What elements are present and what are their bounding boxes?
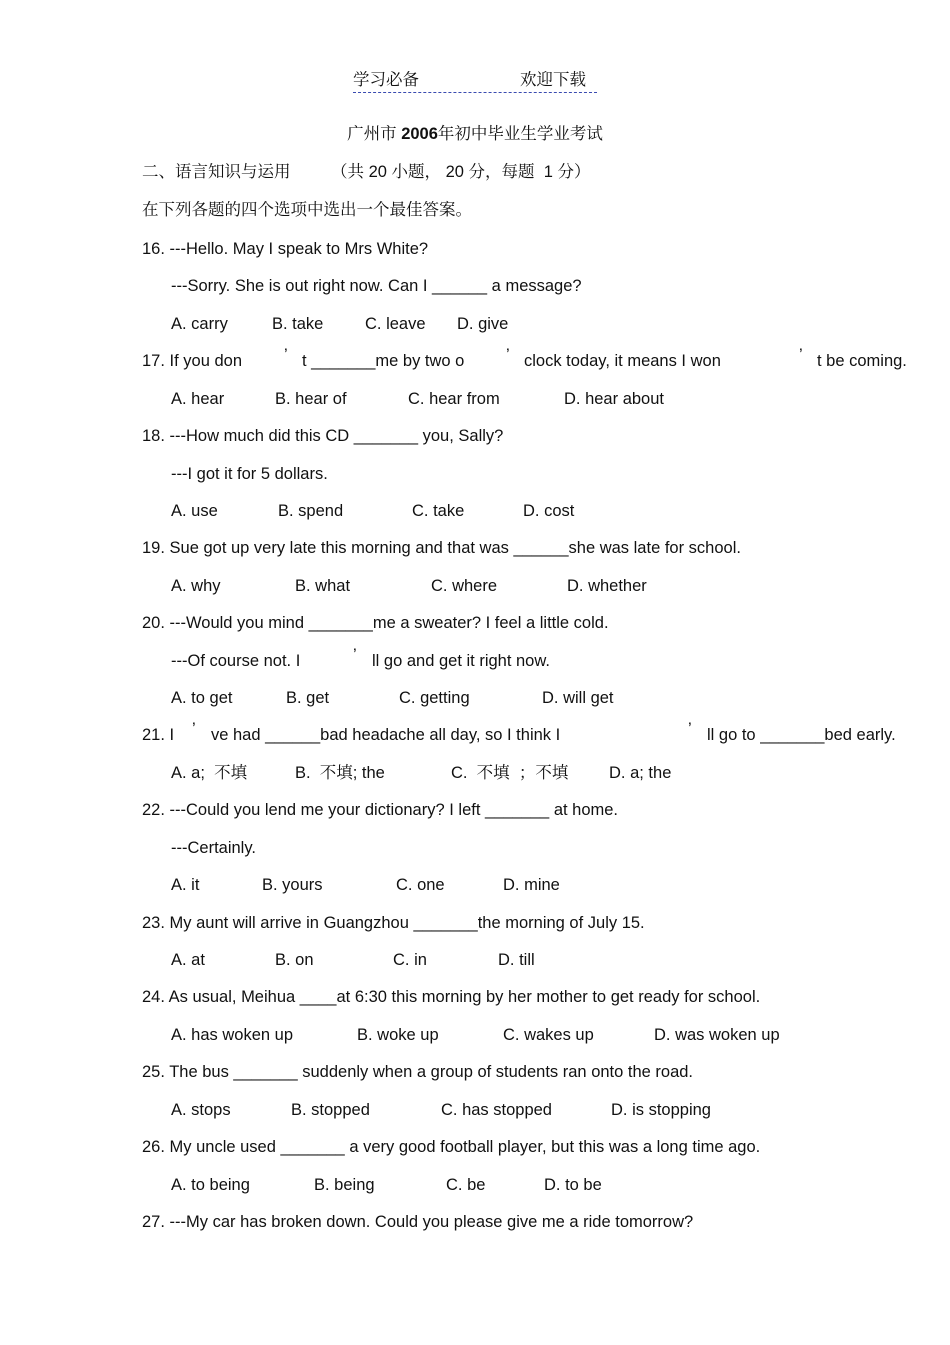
question-16-line-2: ---Sorry. She is out right now. Can I ______ a message? — [171, 277, 582, 295]
option-c: C. take — [412, 502, 465, 520]
option-b: B. what — [295, 577, 351, 595]
option-b: B. on — [275, 951, 314, 969]
header-right-text: 欢迎下载 — [520, 71, 586, 89]
option-a: A. a; 不填 — [171, 764, 248, 782]
option-a: A. to being — [171, 1176, 250, 1194]
option-d: D. a; the — [609, 764, 672, 782]
option-a: A. why — [171, 577, 221, 595]
title-year: 2006 — [401, 125, 438, 143]
question-22-line-2: ---Certainly. — [171, 839, 256, 857]
option-b: B. yours — [262, 876, 323, 894]
question-16-stem: 16. ---Hello. May I speak to Mrs White? — [142, 240, 429, 258]
title-city: 广州市 — [347, 125, 402, 143]
option-c: C. be — [446, 1176, 486, 1194]
option-b: B. 不填; the — [295, 764, 385, 782]
option-a: A. has woken up — [171, 1026, 293, 1044]
header-left-text: 学习必备 — [353, 71, 419, 89]
option-d: D. will get — [542, 689, 614, 707]
option-a: A. at — [171, 951, 205, 969]
question-18-stem: 18. ---How much did this CD _______ you, Sally? — [142, 427, 504, 445]
q20-apostrophe: ’ — [353, 646, 357, 664]
option-c: C. hear from — [408, 390, 500, 408]
q21-part-3: ll go to _______bed early. — [707, 726, 896, 744]
option-a: A. hear — [171, 390, 225, 408]
q17-apostrophe-2: ’ — [506, 346, 510, 364]
question-20-stem: 20. ---Would you mind _______me a sweater? I feel a little cold. — [142, 614, 609, 632]
question-27-stem: 27. ---My car has broken down. Could you please give me a ride tomorrow? — [142, 1213, 694, 1231]
option-c: C. getting — [399, 689, 470, 707]
option-c: C. has stopped — [441, 1101, 552, 1119]
option-b: B. woke up — [357, 1026, 439, 1044]
question-23-stem: 23. My aunt will arrive in Guangzhou _______the morning of July 15. — [142, 914, 645, 932]
q17-apostrophe-1: ’ — [284, 346, 288, 364]
option-d: D. hear about — [564, 390, 664, 408]
q17-apostrophe-3: ’ — [799, 346, 803, 364]
option-c: C. one — [396, 876, 445, 894]
question-18-line-2: ---I got it for 5 dollars. — [171, 465, 328, 483]
option-a: A. it — [171, 876, 200, 894]
q17-part-1: 17. If you don — [142, 352, 242, 370]
q17-part-4: t be coming. — [817, 352, 907, 370]
option-d: D. whether — [567, 577, 647, 595]
option-d: D. till — [498, 951, 535, 969]
option-a: A. use — [171, 502, 218, 520]
section-instruction: 在下列各题的四个选项中选出一个最佳答案。 — [142, 201, 472, 219]
option-b: B. spend — [278, 502, 344, 520]
option-d: D. is stopping — [611, 1101, 711, 1119]
q21-part-1: 21. I — [142, 726, 175, 744]
option-a: A. carry — [171, 315, 228, 333]
question-19-stem: 19. Sue got up very late this morning and that was ______she was late for school. — [142, 539, 741, 557]
option-d: D. to be — [544, 1176, 602, 1194]
question-24-stem: 24. As usual, Meihua ____at 6:30 this morning by her mother to get ready for school. — [142, 988, 761, 1006]
q21-part-2: ve had ______bad headache all day, so I think I — [211, 726, 561, 744]
option-a: A. to get — [171, 689, 233, 707]
question-22-stem: 22. ---Could you lend me your dictionary? I left _______ at home. — [142, 801, 619, 819]
option-b: B. being — [314, 1176, 375, 1194]
q21-apostrophe-2: ’ — [688, 720, 692, 738]
option-b: B. stopped — [291, 1101, 370, 1119]
q17-part-2: t _______me by two o — [302, 352, 465, 370]
option-b: B. hear of — [275, 390, 347, 408]
option-b: B. take — [272, 315, 324, 333]
q17-part-3: clock today, it means I won — [524, 352, 721, 370]
section-heading: 二、语言知识与运用 — [142, 163, 291, 181]
option-b: B. get — [286, 689, 330, 707]
q21-apostrophe-1: ’ — [192, 720, 196, 738]
option-c: C. 不填 ；不填 — [451, 764, 569, 782]
question-26-stem: 26. My uncle used _______ a very good football player, but this was a long time ago. — [142, 1138, 761, 1156]
option-c: C. leave — [365, 315, 426, 333]
exam-title — [0, 124, 950, 144]
question-25-stem: 25. The bus _______ suddenly when a group of students ran onto the road. — [142, 1063, 694, 1081]
q20-part-2: ll go and get it right now. — [372, 652, 550, 670]
title-rest: 年初中毕业生学业考试 — [437, 125, 603, 143]
q20-part-1: ---Of course not. I — [171, 652, 301, 670]
option-c: C. wakes up — [503, 1026, 594, 1044]
option-d: D. cost — [523, 502, 575, 520]
page-header — [353, 70, 597, 93]
option-c: C. in — [393, 951, 427, 969]
option-a: A. stops — [171, 1101, 231, 1119]
option-c: C. where — [431, 577, 498, 595]
section-info: （共 20 小题， 20 分，每题 1 分） — [331, 163, 591, 181]
option-d: D. was woken up — [654, 1026, 780, 1044]
option-d: D. mine — [503, 876, 560, 894]
option-d: D. give — [457, 315, 509, 333]
